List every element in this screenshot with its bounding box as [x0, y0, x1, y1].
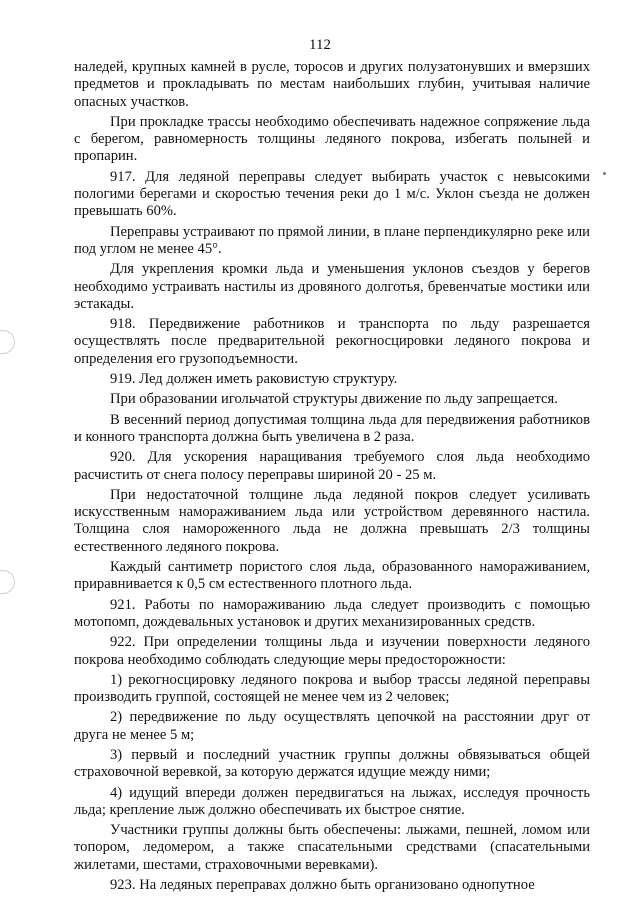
paragraph: 922. При определении толщины льда и изучении поверхности ледяного покрова необходимо соблюдать следующие меры предосторожности:: [74, 634, 590, 668]
paragraph: 923. На ледяных переправах должно быть организовано однопутное: [110, 877, 535, 894]
paragraph: Участники группы должны быть обеспечены: лыжами, пешней, ломом или топором, ледомером, а также спасательными средствами (спасательными жилетами, шестами, страховочными веревками).: [74, 822, 590, 873]
paragraph: В весенний период допустимая толщина льда для передвижения работников и конного транспорта должна быть увеличена в 2 раза.: [74, 411, 590, 445]
paragraph: Для укрепления кромки льда и уменьшения уклонов съездов у берегов необходимо устраивать настилы из дровяного долготья, бревенчатые мостики или эстакады.: [74, 261, 590, 312]
list-item: 2) передвижение по льду осуществлять цепочкой на расстоянии друг от друга не менее 5 м;: [74, 709, 590, 743]
paragraph: При недостаточной толщине льда ледяной покров следует усиливать искусственным намораживанием льда или устройством деревянного настила. Толщина слоя намороженного льда не должна превышать 2/3 толщины естественного ледяного покрова.: [74, 486, 590, 555]
list-item: 1) рекогносцировку ледяного покрова и выбор трассы ледяной переправы производить группой, состоящей не менее чем из 2 человек;: [74, 671, 590, 706]
paragraph: 919. Лед должен иметь раковистую структуру.: [110, 371, 398, 388]
punch-hole-mark: [0, 330, 15, 354]
paragraph: При образовании игольчатой структуры движение по льду запрещается.: [110, 391, 558, 408]
paragraph: При прокладке трассы необходимо обеспечивать надежное сопряжение льда с берегом, равномерность толщины ледяного покрова, избегать полыней и пропарин.: [74, 113, 590, 165]
list-item: 4) идущий впереди должен передвигаться на лыжах, исследуя прочность льда; крепление лыж должно обеспечивать их быстрое снятие.: [74, 784, 590, 818]
paragraph: 917. Для ледяной переправы следует выбирать участок с невысокими пологими берегами и скоростью течения реки до 1 м/с. Уклон съезда не должен превышать 60%.: [74, 168, 590, 220]
paragraph: Каждый сантиметр пористого слоя льда, образованного намораживанием, приравнивается к 0,5 см естественного плотного льда.: [74, 559, 590, 593]
scan-speck: [603, 172, 606, 175]
paragraph: 920. Для ускорения наращивания требуемого слоя льда необходимо расчистить от снега полосу переправы шириной 20 - 25 м.: [74, 449, 590, 483]
paragraph: 921. Работы по намораживанию льда следует производить с помощью мотопомп, дождевальных установок и других механизированных средств.: [74, 596, 590, 630]
paragraph: Переправы устраивают по прямой линии, в плане перпендикулярно реке или под углом не менее 45°.: [74, 223, 590, 257]
paragraph: 918. Передвижение работников и транспорта по льду разрешается осуществлять после предварительной рекогносцировки ледяного покрова и определения его грузоподъемности.: [74, 316, 590, 367]
body-text: [74, 59, 590, 897]
page-number: 112: [309, 37, 331, 53]
punch-hole-mark: [0, 570, 15, 594]
list-item: 3) первый и последний участник группы должны обвязываться общей страховочной веревкой, за которую держатся идущие между ними;: [74, 746, 590, 781]
paragraph: наледей, крупных камней в русле, торосов и других полузатонувших и вмерзших предметов и прокладывать по местам наибольших глубин, учитывая наличие опасных участков.: [74, 59, 590, 110]
